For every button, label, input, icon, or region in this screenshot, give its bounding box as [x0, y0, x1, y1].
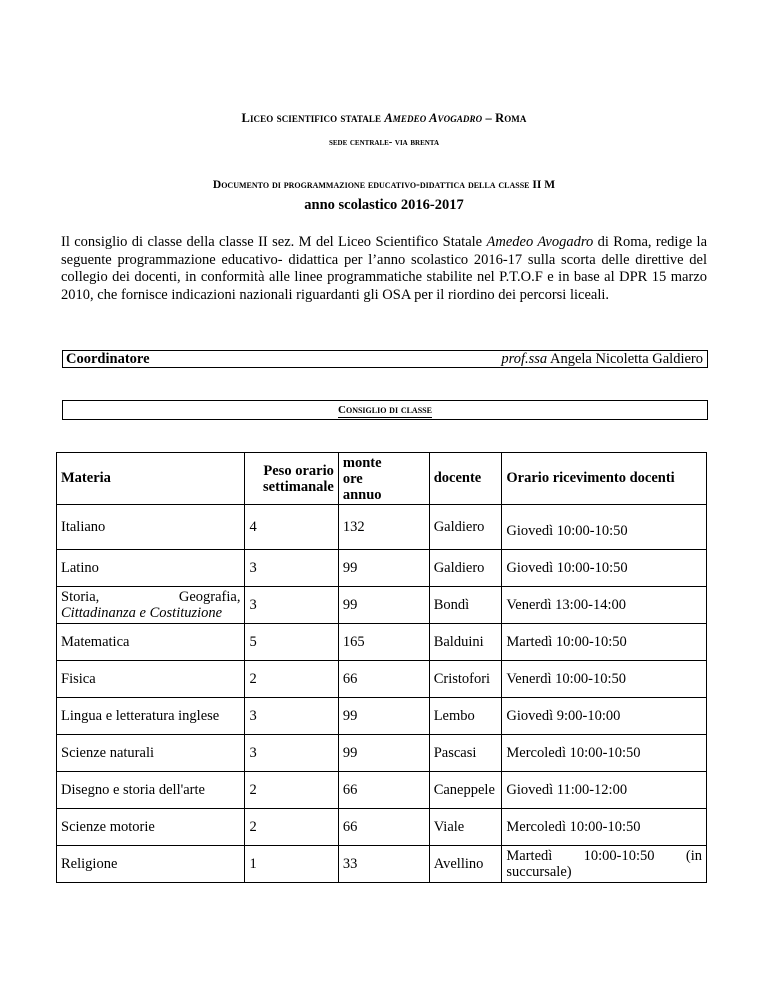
cell-peso: 2	[245, 772, 338, 809]
coordinator-box	[62, 350, 708, 368]
cell-peso: 3	[245, 587, 338, 624]
coordinator-name: prof.ssa Angela Nicoletta Galdiero	[501, 351, 703, 367]
cell-docente: Caneppele	[429, 772, 502, 809]
cell-peso: 5	[245, 624, 338, 661]
subjects-table	[56, 452, 707, 883]
cell-orario: Venerdì 13:00-14:00	[502, 587, 707, 624]
cell-materia: Latino	[57, 550, 245, 587]
cell-docente: Galdiero	[429, 505, 502, 550]
cell-docente: Balduini	[429, 624, 502, 661]
cell-materia: Scienze naturali	[57, 735, 245, 772]
cell-orario: Giovedì 11:00-12:00	[502, 772, 707, 809]
cell-docente: Pascasi	[429, 735, 502, 772]
table-row	[57, 698, 707, 735]
cell-orario: Mercoledì 10:00-10:50	[502, 809, 707, 846]
school-site: sede centrale- via brenta	[328, 137, 440, 148]
cell-peso: 3	[245, 550, 338, 587]
cell-orario: Giovedì 9:00-10:00	[502, 698, 707, 735]
cell-monte: 99	[338, 550, 429, 587]
cell-monte: 132	[338, 505, 429, 550]
table-row	[57, 809, 707, 846]
cell-monte: 99	[338, 587, 429, 624]
cell-peso: 2	[245, 809, 338, 846]
cell-materia: Matematica	[57, 624, 245, 661]
cell-docente: Avellino	[429, 846, 502, 883]
cell-docente: Galdiero	[429, 550, 502, 587]
cell-monte: 33	[338, 846, 429, 883]
cell-peso: 1	[245, 846, 338, 883]
cell-materia: Italiano	[57, 505, 245, 550]
cell-materia: Disegno e storia dell'arte	[57, 772, 245, 809]
table-row	[57, 550, 707, 587]
cell-docente: Lembo	[429, 698, 502, 735]
cell-peso: 3	[245, 735, 338, 772]
cell-orario: Giovedì 10:00-10:50	[502, 505, 707, 550]
cell-peso: 3	[245, 698, 338, 735]
class-council-heading: Consiglio di classe	[62, 400, 708, 420]
cell-monte: 165	[338, 624, 429, 661]
cell-orario: Venerdì 10:00-10:50	[502, 661, 707, 698]
header-docente: docente	[429, 453, 502, 505]
cell-orario: Martedì 10:00-10:50 (in succursale)	[502, 846, 707, 883]
document-title: Documento di programmazione educativo-didattica della classe II M	[212, 179, 556, 191]
school-dedicatee: Amedeo Avogadro	[384, 111, 483, 125]
school-title: Liceo scientifico statale Amedeo Avogadro – Roma	[241, 111, 527, 125]
cell-materia: Religione	[57, 846, 245, 883]
table-row	[57, 846, 707, 883]
cell-docente: Bondì	[429, 587, 502, 624]
header-materia: Materia	[57, 453, 245, 505]
cell-monte: 99	[338, 735, 429, 772]
table-header-row	[57, 453, 707, 505]
table-row	[57, 505, 707, 550]
cell-docente: Viale	[429, 809, 502, 846]
table-row	[57, 661, 707, 698]
table-row	[57, 624, 707, 661]
table-row	[57, 772, 707, 809]
coordinator-label: Coordinatore	[66, 351, 150, 367]
cell-monte: 66	[338, 809, 429, 846]
cell-monte: 66	[338, 772, 429, 809]
cell-orario: Giovedì 10:00-10:50	[502, 550, 707, 587]
header-orario-ricevimento: Orario ricevimento docenti	[502, 453, 707, 505]
cell-materia: Fisica	[57, 661, 245, 698]
cell-materia: Storia, Geografia, Cittadinanza e Costituzione	[57, 587, 245, 624]
table-row	[57, 735, 707, 772]
cell-orario: Mercoledì 10:00-10:50	[502, 735, 707, 772]
header-peso-orario: Peso orario settimanale	[245, 453, 338, 505]
cell-materia: Scienze motorie	[57, 809, 245, 846]
cell-peso: 4	[245, 505, 338, 550]
cell-docente: Cristofori	[429, 661, 502, 698]
intro-paragraph: Il consiglio di classe della classe II sez. M del Liceo Scientifico Statale Amedeo Avogadro di Roma, redige la seguente programmazione educativo- didattica per l’anno scolastico 2016-17 sulla scorta delle direttive del collegio dei docenti, in conformità alle linee programmatiche stabilite nel P.T.O.F e in base al DPR 15 marzo 2010, che fornisce indicazioni nazionali riguardanti gli OSA per il riordino dei percorsi liceali.	[61, 234, 708, 303]
school-year: anno scolastico 2016-2017	[304, 197, 464, 213]
cell-orario: Martedì 10:00-10:50	[502, 624, 707, 661]
cell-monte: 99	[338, 698, 429, 735]
cell-materia: Lingua e letteratura inglese	[57, 698, 245, 735]
table-row	[57, 587, 707, 624]
header-monte-ore: monte ore annuo	[338, 453, 429, 505]
cell-monte: 66	[338, 661, 429, 698]
cell-peso: 2	[245, 661, 338, 698]
